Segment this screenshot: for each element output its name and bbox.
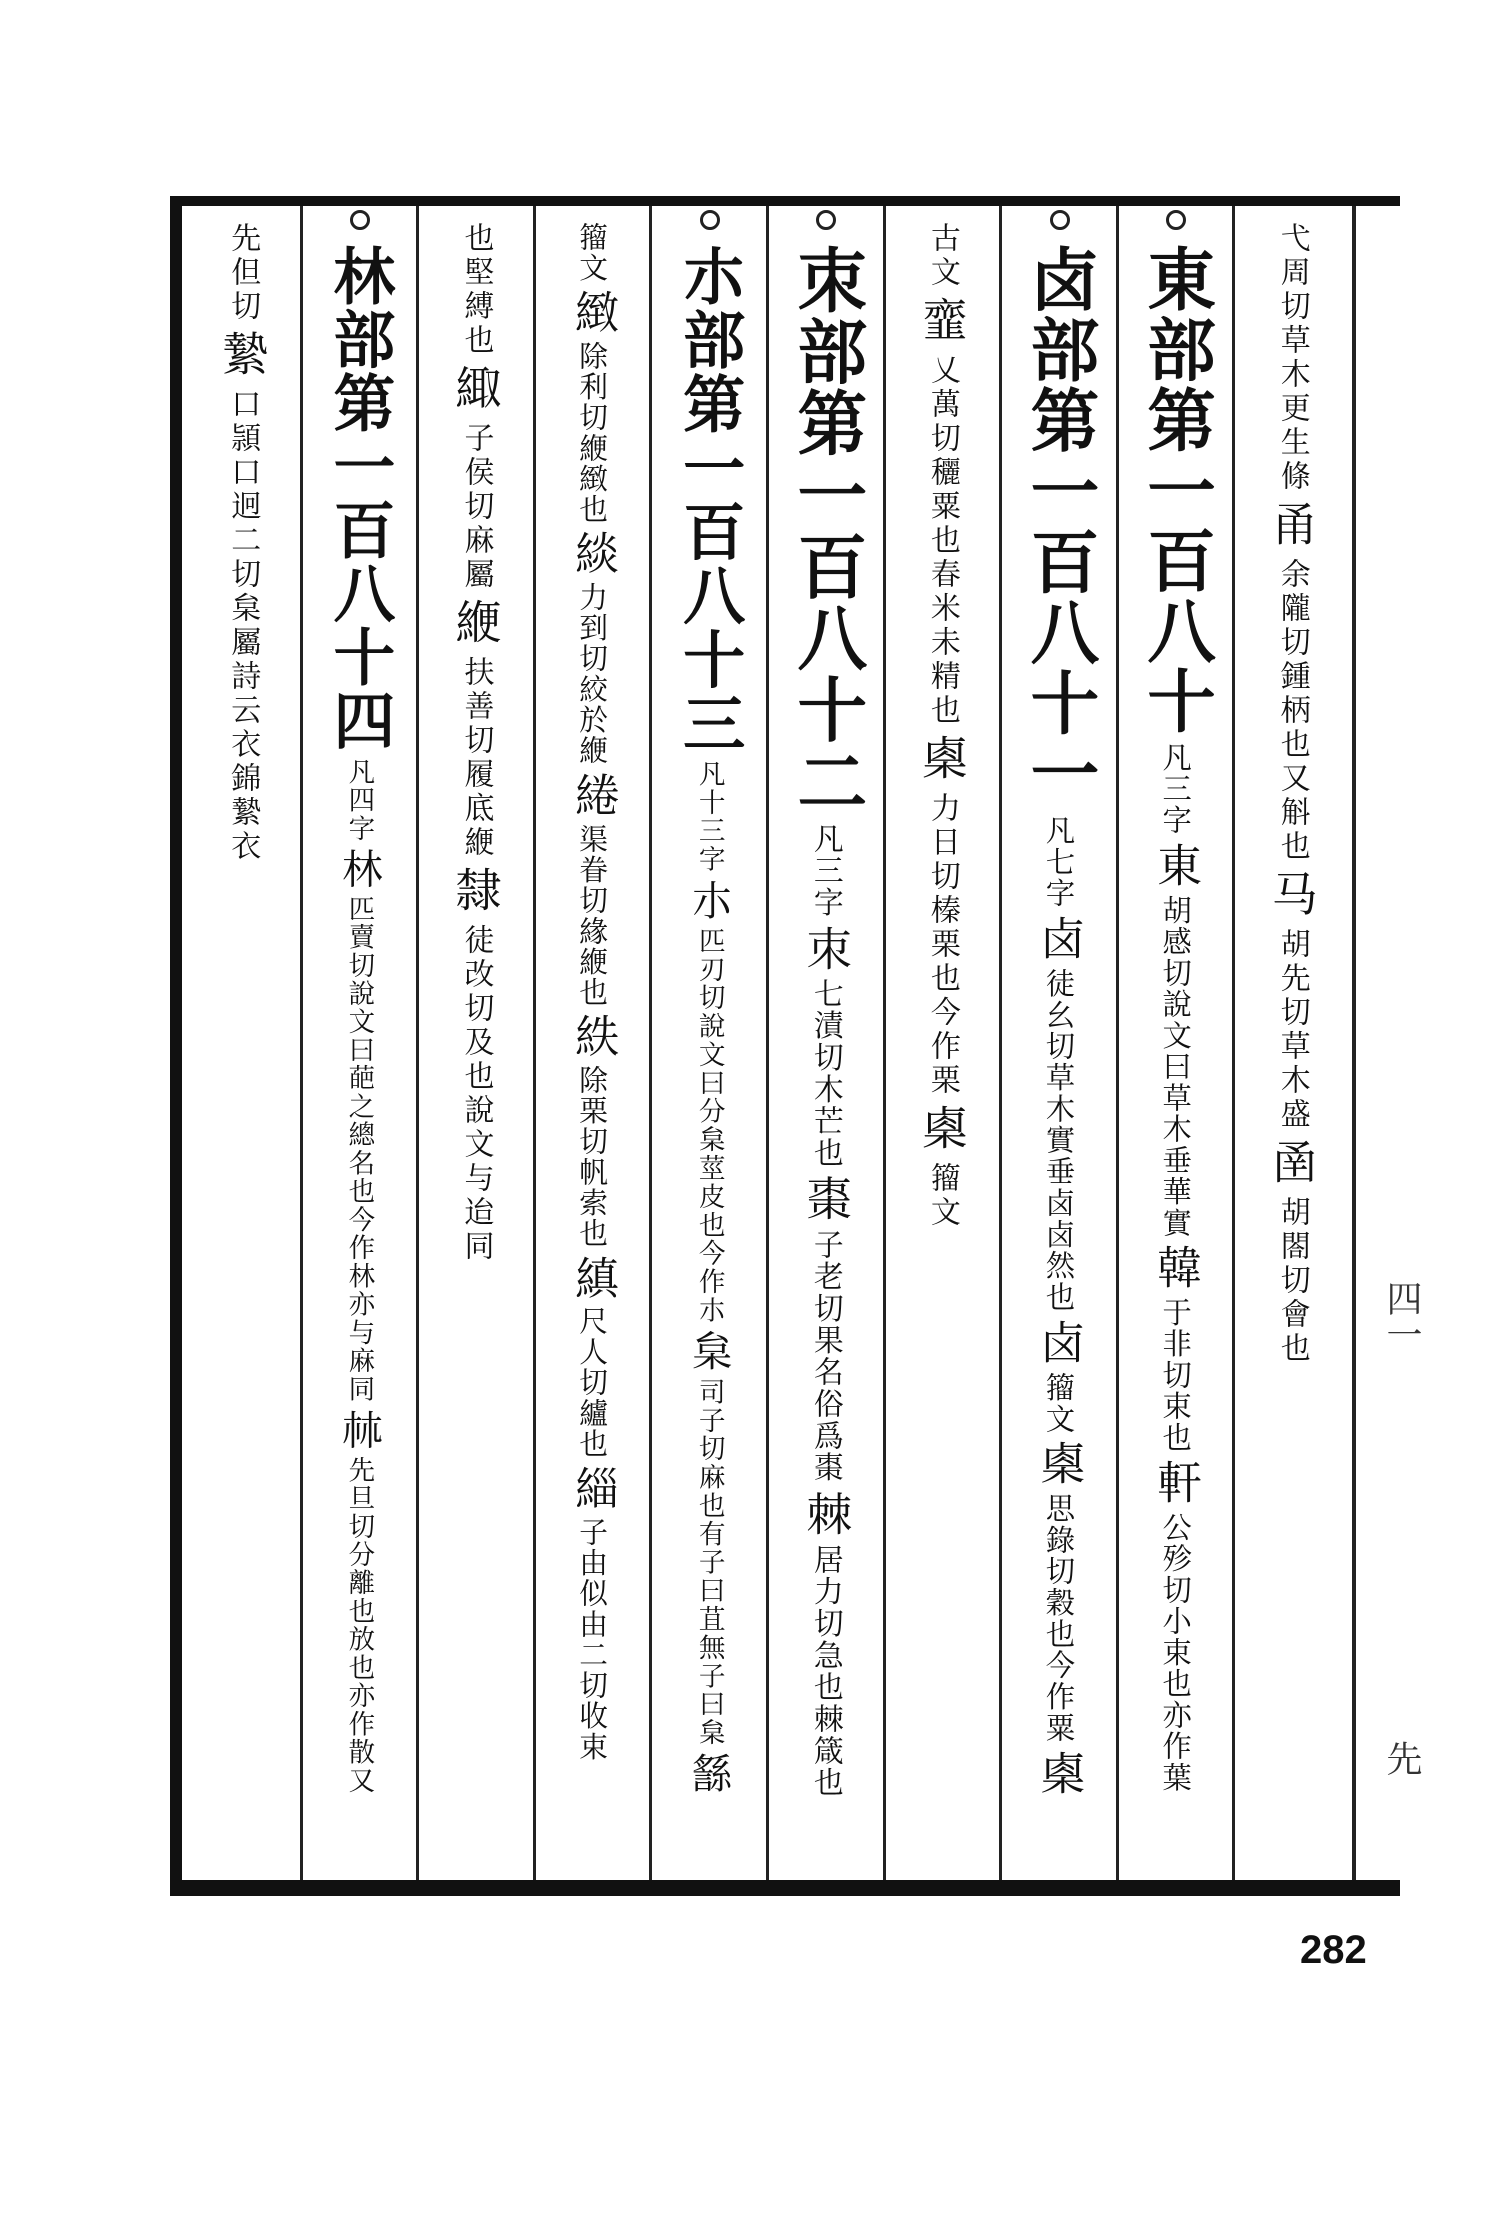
annotation-text: 徒幺切草木實垂卤卤然也 [1041,967,1076,1313]
annotation-text: 凡十三字 [693,760,725,874]
entry-character: 緅 [448,364,503,416]
annotation-text: 匹賣切說文曰葩之總名也今作林亦与麻同 [343,895,375,1404]
frame-bottom-border [170,1880,1400,1896]
annotation-text: 除栗切帆索也 [575,1065,610,1249]
entry-character: 縶 [215,330,270,382]
entry-character: 卤 [1032,914,1086,962]
section-heading: 朩部第一百八十三 [672,244,746,756]
annotation-text: 子老切果名俗爲棗 [808,1229,844,1484]
page-number: 282 [1300,1928,1367,1972]
entry-character: 緇 [567,1465,619,1512]
frame-left-border [170,196,182,1896]
annotation-text: 弋周切草木更生條 [1274,222,1310,494]
annotation-text: 渠眷切緣緶也 [575,823,610,1008]
annotation-text: 口頴口迥二切枲屬詩云衣錦縶衣 [225,388,261,864]
entry-character: 縝 [567,1254,619,1301]
entry-character: 圅 [1264,1138,1319,1190]
entry-character: 㮚 [914,1104,969,1156]
annotation-text: 凡三字 [1158,742,1193,837]
annotation-text: 也堅縛也 [458,222,494,358]
entry-character: 緂 [567,530,619,577]
annotation-text: 七漬切木芒也 [808,978,844,1170]
entry-character: 㮚 [914,734,969,786]
annotation-text: 居力切急也棘箴也 [808,1543,844,1799]
annotation-text: 凡七字 [1041,814,1076,909]
edge-mark: 先 [1381,1740,1422,1776]
text-column [417,216,534,1876]
entry-character: 甬 [1264,500,1319,552]
section-heading: 東部第一百八十 [1135,244,1216,737]
entry-character: 马 [1264,870,1319,922]
annotation-text: 凡三字 [808,823,844,919]
entry-character: 綣 [567,771,619,818]
annotation-text: 籀文 [924,1162,960,1230]
annotation-text: 匹刃切說文曰分枲莖皮也今作朩 [693,927,725,1325]
annotation-text: 子由似由二切收束 [575,1517,610,1763]
annotation-text: 余隴切鍾柄也又斛也 [1274,558,1310,864]
entry-character: 韓 [1149,1244,1203,1292]
annotation-text: 力日切榛栗也今作栗 [924,792,960,1098]
entry-character: 軒 [1149,1459,1203,1507]
annotation-text: 力到切絞於緶 [575,582,610,767]
entry-character: 韲 [914,296,969,348]
text-column [650,216,767,1876]
annotation-text: 尺人切纑也 [575,1306,610,1460]
entry-character: 棗 [799,1175,853,1224]
annotation-text: 古文 [924,222,960,290]
section-heading: 林部第一百八十四 [322,244,396,753]
section-heading: 卤部第一百八十一 [1018,244,1099,809]
text-column [1233,216,1350,1876]
frame-right-border [1352,206,1356,1880]
text-column [534,216,651,1876]
entry-character: 緻 [567,289,619,336]
annotation-text: 籀文 [575,222,610,284]
entry-character: 卤 [1032,1318,1086,1366]
annotation-text: 胡閤切會也 [1274,1196,1310,1366]
folio-number: 四一 [1381,1280,1422,1352]
annotation-text: 于非切束也 [1158,1297,1193,1454]
text-column [1000,216,1117,1876]
annotation-text: 胡先切草木盛 [1274,928,1310,1132]
frame-top-border [170,196,1400,206]
annotation-text: 除利切緶緻也 [575,340,610,525]
entry-character: 𣏟 [334,1408,383,1452]
text-column [1117,216,1234,1876]
text-column [884,216,1001,1876]
annotation-text: 凡四字 [343,757,375,843]
annotation-text: 子侯切麻屬 [458,422,494,592]
annotation-text: 先但切 [225,222,261,324]
annotation-text: 先旦切分離也放也亦作散又 [343,1456,375,1796]
text-column [301,216,418,1876]
annotation-text: 徒改切及也說文与迨同 [458,924,494,1264]
entry-character: 緶 [448,598,503,650]
entry-character: 䌛 [684,1752,733,1795]
annotation-text: 公殄切小束也亦作葉 [1158,1512,1193,1794]
annotation-text: 思錄切穀也今作粟 [1041,1493,1076,1745]
entry-character: 紩 [567,1013,619,1060]
entry-character: 朩 [684,879,733,922]
entry-character: 隸 [448,866,503,918]
annotation-text: 扶善切履底緶 [458,656,494,860]
section-heading: 朿部第一百八十二 [785,244,867,818]
entry-character: 東 [1149,841,1203,889]
entry-character: 林 [334,847,383,890]
annotation-text: 籀文 [1041,1371,1076,1435]
entry-character: 㮚 [1032,1440,1086,1488]
annotation-text: 胡感切說文曰草木垂華實 [1158,894,1193,1239]
annotation-text: 司子切麻也有子曰苴無子曰枲 [693,1377,725,1747]
annotation-text: 乂萬切穲粟也春米未精也 [924,354,960,728]
entry-character: 枲 [684,1329,733,1373]
entry-character: 棘 [799,1489,853,1538]
text-column [767,216,884,1876]
text-column [184,216,301,1876]
entry-character: 朿 [799,924,853,973]
entry-character: 㮚 [1032,1750,1086,1798]
